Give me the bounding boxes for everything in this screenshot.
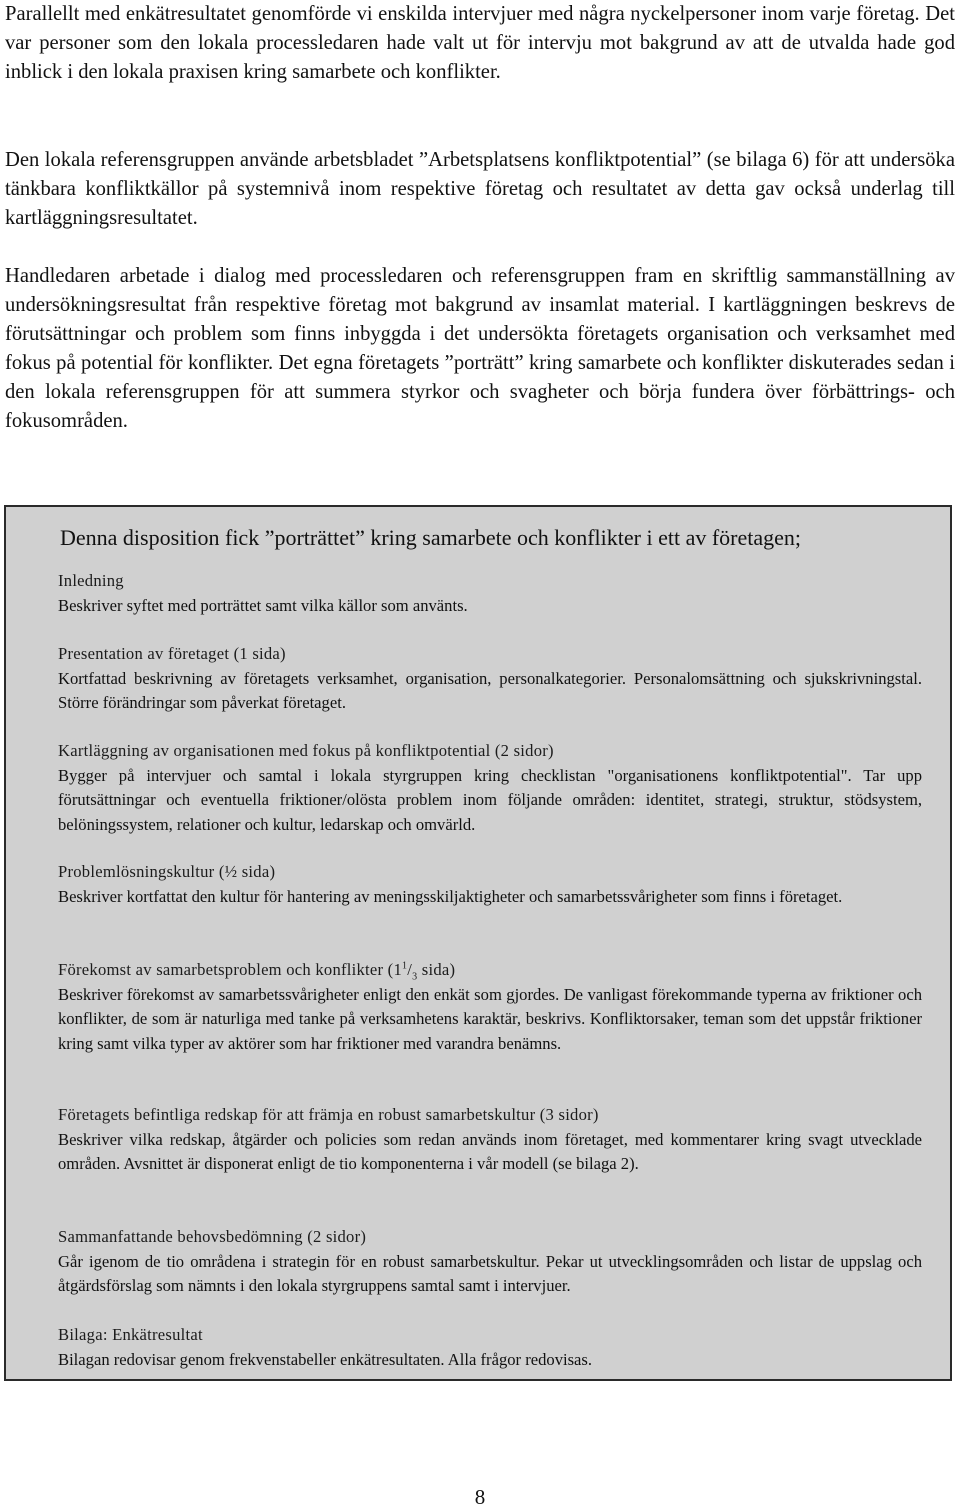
- section-heading: Sammanfattande behovsbedömning (2 sidor): [58, 1227, 367, 1246]
- disposition-box: [4, 505, 952, 1381]
- paragraph-interviews: Parallellt med enkätresultatet genomförde vi enskilda intervjuer med några nyckelpersoner inom varje företag. Det var personer som den lokala processledaren hade valt ut för intervju mot bakgrund av att de utvalda hade god inblick i den lokala praxisen kring samarbete och konflikter.: [5, 3, 955, 83]
- section-body: Beskriver syftet med porträttet samt vilka källor som använts.: [58, 595, 468, 615]
- section-forekomst: [58, 958, 922, 1056]
- section-heading: Presentation av företaget (1 sida): [58, 644, 286, 663]
- section-body: Går igenom de tio områdena i strategin för en robust samarbetskultur. Pekar ut utvecklingsområden och listar de uppslag och åtgärdsförslag som nämnts i den lokala styrgruppens samtal samt i intervjuer.: [58, 1251, 922, 1295]
- section-heading: Inledning: [58, 571, 124, 590]
- paragraph-reference-group: Den lokala referensgruppen använde arbetsbladet ”Arbetsplatsens konfliktpotential” (se bilaga 6) för att undersöka tänkbara konfliktkällor på systemnivå inom respektive företag och resultatet av detta gav också underlag till kartläggningsresultatet.: [5, 149, 955, 229]
- section-kartlaggning: [58, 739, 922, 837]
- section-problemlosningskultur: [58, 860, 922, 909]
- section-heading: Bilaga: Enkätresultat: [58, 1325, 203, 1344]
- section-body: Beskriver kortfattat den kultur för hantering av meningsskiljaktigheter och samarbetssvårigheter som finns i företaget.: [58, 886, 843, 906]
- section-body: Kortfattad beskrivning av företagets verksamhet, organisation, personalkategorier. Personalomsättning och sjukskrivningstal. Större förändringar som påverkat företaget.: [58, 668, 922, 712]
- section-body: Bilagan redovisar genom frekvenstabeller enkätresultaten. Alla frågor redovisas.: [58, 1349, 593, 1369]
- section-heading: Förekomst av samarbetsproblem och konflikter ($1^1/_3$ sida): [58, 960, 456, 983]
- section-behovsbedomning: [58, 1225, 922, 1299]
- paragraph-supervisor-dialog: Handledaren arbetade i dialog med processledaren och referensgruppen fram en skriftlig sammanställning av undersökningsresultat från respektive företag mot bakgrund av insamlat material. I kartläggningen beskrevs de förutsättningar och problem som finns inbyggda i det undersökta företagets organisation och verksamhet med fokus på potential för konflikter. Det egna företagets ”porträtt” kring samarbete och konflikter diskuterades sedan i den lokala referensgruppen för att summera styrkor och svagheter och börja fundera över förbättrings- och fokusområden.: [5, 265, 955, 432]
- section-presentation: [58, 642, 922, 716]
- section-heading: Problemlösningskultur (½ sida): [58, 862, 276, 881]
- box-title: Denna disposition fick ”porträttet” kring samarbete och konflikter i ett av företagen;: [60, 525, 802, 550]
- section-bilaga: [58, 1323, 922, 1372]
- section-inledning: [58, 569, 922, 618]
- section-body: Beskriver vilka redskap, åtgärder och policies som redan används inom företaget, med kommentarer kring svagt utvecklade områden. Avsnittet är disponerat enligt de tio komponenterna i vår modell (se bilaga 2).: [58, 1129, 922, 1173]
- section-body: Beskriver förekomst av samarbetssvårigheter enligt den enkät som gjordes. De vanligast förekommande typerna av friktioner och konflikter, de som är naturliga med tanke på verksamhetens karaktär, beskrivs. Konfliktorsaker, teman som det uppstår friktioner kring samt vilka typer av aktörer som har friktioner med varandra benämns.: [58, 984, 922, 1053]
- section-heading: Kartläggning av organisationen med fokus på konfliktpotential (2 sidor): [58, 741, 554, 760]
- section-heading: Företagets befintliga redskap för att främja en robust samarbetskultur (3 sidor): [58, 1105, 599, 1124]
- section-body: Bygger på intervjuer och samtal i lokala styrgruppen kring checklistan "organisationens konfliktpotential". Tar upp förutsättningar och eventuella friktioner/olösta problem inom följande områden: identitet, strategi, struktur, stödsystem, belöningssystem, relationer och kultur, ledarskap och omvärld.: [58, 765, 922, 834]
- page-number: 8: [474, 1485, 486, 1509]
- section-redskap: [58, 1103, 922, 1177]
